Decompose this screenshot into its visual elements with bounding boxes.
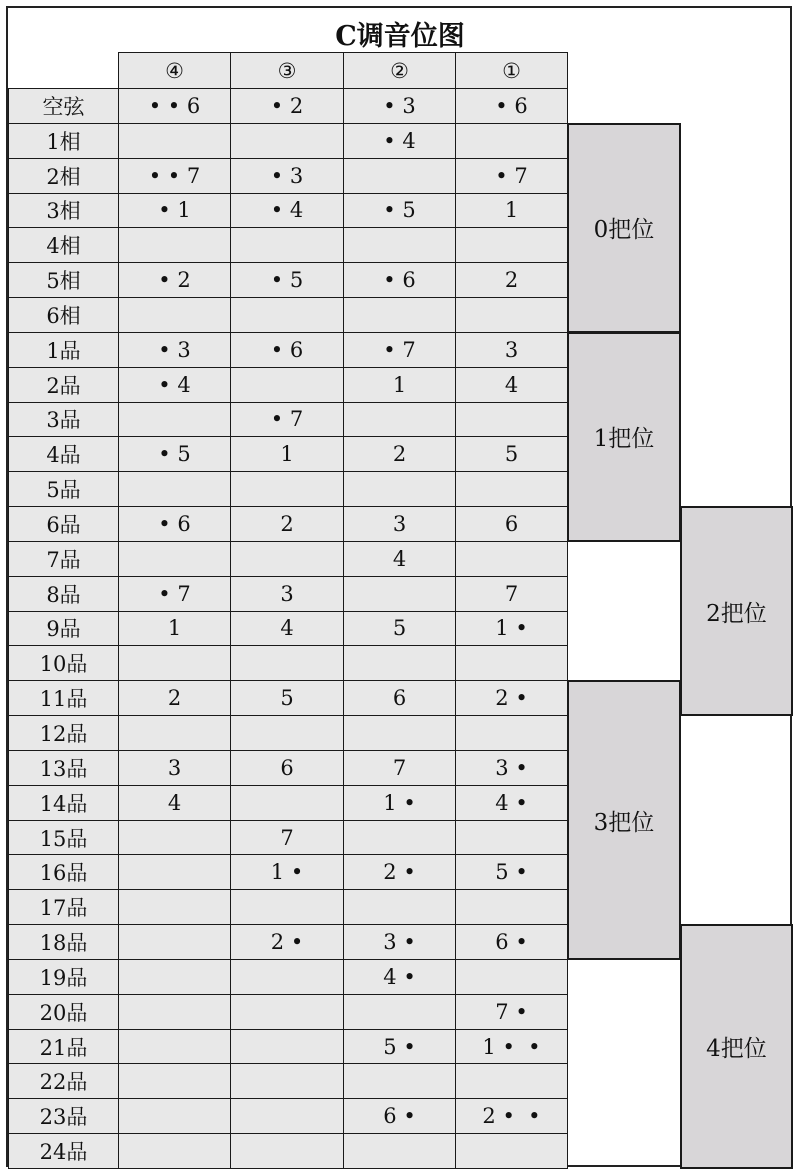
note-cell: 2 [455, 262, 568, 298]
note-cell: • 2 [118, 262, 231, 298]
note-cell [230, 889, 344, 925]
note-cell: 1 [230, 436, 344, 472]
note-cell [455, 471, 568, 507]
note-cell [455, 402, 568, 438]
string-header: ① [455, 52, 568, 89]
row-label: 16品 [8, 854, 119, 890]
note-cell [230, 297, 344, 333]
note-cell [343, 889, 456, 925]
note-cell [118, 1063, 231, 1099]
string-header: ② [343, 52, 456, 89]
note-cell [230, 645, 344, 681]
row-label: 3品 [8, 402, 119, 438]
row-label: 空弦 [8, 88, 119, 124]
note-cell [118, 1133, 231, 1169]
note-cell: 4 [230, 611, 344, 647]
note-cell: • 3 [230, 158, 344, 194]
note-cell: 7 • [455, 994, 568, 1030]
row-label: 15品 [8, 820, 119, 856]
row-label: 22品 [8, 1063, 119, 1099]
note-cell: 6 [230, 750, 344, 786]
note-cell [343, 297, 456, 333]
note-cell: 2 [343, 436, 456, 472]
row-label: 4品 [8, 436, 119, 472]
note-cell [118, 645, 231, 681]
note-cell [455, 123, 568, 159]
note-cell: 3 [343, 506, 456, 542]
note-cell: 3 • [455, 750, 568, 786]
note-cell [343, 1133, 456, 1169]
note-cell: • 7 [455, 158, 568, 194]
note-cell [343, 227, 456, 263]
note-cell [455, 541, 568, 577]
note-cell [343, 994, 456, 1030]
note-cell [118, 854, 231, 890]
note-cell: • 2 [230, 88, 344, 124]
note-cell [118, 541, 231, 577]
note-cell: 5 • [343, 1029, 456, 1065]
note-cell [230, 1133, 344, 1169]
note-cell: 1 [118, 611, 231, 647]
note-cell [455, 1063, 568, 1099]
row-label: 13品 [8, 750, 119, 786]
note-cell [455, 959, 568, 995]
row-label: 8品 [8, 576, 119, 612]
note-cell [230, 471, 344, 507]
note-cell: 5 [230, 680, 344, 716]
note-cell: 2 [230, 506, 344, 542]
row-label: 7品 [8, 541, 119, 577]
note-cell [118, 227, 231, 263]
note-cell: 5 [343, 611, 456, 647]
note-cell [118, 715, 231, 751]
row-label: 5品 [8, 471, 119, 507]
note-cell [230, 123, 344, 159]
note-cell: • 3 [118, 332, 231, 368]
note-cell: • 6 [455, 88, 568, 124]
note-cell: 2 • • [455, 1098, 568, 1134]
hand-position-block: 1把位 [567, 332, 681, 542]
note-cell [230, 959, 344, 995]
note-cell: 4 • [343, 959, 456, 995]
row-label: 18品 [8, 924, 119, 960]
note-cell [343, 576, 456, 612]
note-cell [455, 715, 568, 751]
note-cell: • 5 [118, 436, 231, 472]
note-cell [455, 1133, 568, 1169]
row-label: 19品 [8, 959, 119, 995]
note-cell: 2 [118, 680, 231, 716]
note-cell: • 1 [118, 193, 231, 229]
note-cell: 2 • [343, 854, 456, 890]
hand-position-block: 3把位 [567, 680, 681, 960]
note-cell [455, 297, 568, 333]
note-cell: 1 [343, 367, 456, 403]
note-cell: 4 [343, 541, 456, 577]
note-cell [455, 645, 568, 681]
note-cell: • 5 [343, 193, 456, 229]
note-cell: • 4 [230, 193, 344, 229]
note-cell: 6 • [343, 1098, 456, 1134]
note-cell [343, 471, 456, 507]
note-cell [455, 227, 568, 263]
note-cell: 1 [455, 193, 568, 229]
note-cell: 6 [455, 506, 568, 542]
note-cell: 4 [118, 785, 231, 821]
note-cell [343, 715, 456, 751]
note-cell [230, 994, 344, 1030]
note-cell [118, 924, 231, 960]
note-cell [230, 715, 344, 751]
note-cell [118, 471, 231, 507]
note-cell: • 7 [118, 576, 231, 612]
note-cell: 2 • [455, 680, 568, 716]
note-cell [343, 1063, 456, 1099]
note-cell: 1 • [230, 854, 344, 890]
note-cell: 7 [343, 750, 456, 786]
row-label: 2相 [8, 158, 119, 194]
note-cell [118, 123, 231, 159]
row-label: 3相 [8, 193, 119, 229]
note-cell [230, 1029, 344, 1065]
hand-position-block: 0把位 [567, 123, 681, 333]
note-cell [118, 959, 231, 995]
note-cell [118, 994, 231, 1030]
note-cell: • 6 [343, 262, 456, 298]
note-cell: 5 • [455, 854, 568, 890]
note-cell: 3 [230, 576, 344, 612]
note-cell: • 4 [343, 123, 456, 159]
row-label: 14品 [8, 785, 119, 821]
note-cell: 6 • [455, 924, 568, 960]
note-cell: • 5 [230, 262, 344, 298]
note-cell: • 7 [230, 402, 344, 438]
note-cell: 2 • [230, 924, 344, 960]
row-label: 6品 [8, 506, 119, 542]
note-cell [230, 227, 344, 263]
note-cell: 3 • [343, 924, 456, 960]
row-label: 17品 [8, 889, 119, 925]
note-cell [455, 889, 568, 925]
note-cell: • • 6 [118, 88, 231, 124]
row-label: 10品 [8, 645, 119, 681]
note-cell [230, 367, 344, 403]
note-cell: • • 7 [118, 158, 231, 194]
note-cell: 6 [343, 680, 456, 716]
note-cell [230, 785, 344, 821]
note-cell [230, 1063, 344, 1099]
note-cell [118, 1029, 231, 1065]
note-cell: 1 • [343, 785, 456, 821]
note-cell [230, 541, 344, 577]
row-label: 2品 [8, 367, 119, 403]
note-cell: • 4 [118, 367, 231, 403]
note-cell: 1 • [455, 611, 568, 647]
row-label: 4相 [8, 227, 119, 263]
note-cell [118, 297, 231, 333]
note-cell: 4 • [455, 785, 568, 821]
note-cell: 3 [455, 332, 568, 368]
row-label: 21品 [8, 1029, 119, 1065]
row-label: 5相 [8, 262, 119, 298]
row-label: 12品 [8, 715, 119, 751]
note-cell: • 3 [343, 88, 456, 124]
note-cell: • 6 [118, 506, 231, 542]
note-cell: 1 • • [455, 1029, 568, 1065]
note-cell: • 6 [230, 332, 344, 368]
note-cell: 7 [230, 820, 344, 856]
note-cell: 7 [455, 576, 568, 612]
row-label: 11品 [8, 680, 119, 716]
note-cell [118, 820, 231, 856]
page-title: C调音位图 [335, 21, 465, 52]
note-cell [118, 889, 231, 925]
row-label: 24品 [8, 1133, 119, 1169]
row-label: 1品 [8, 332, 119, 368]
row-label: 20品 [8, 994, 119, 1030]
note-cell: • 7 [343, 332, 456, 368]
hand-position-block: 2把位 [680, 506, 793, 716]
note-cell [230, 1098, 344, 1134]
note-cell [343, 158, 456, 194]
string-header: ④ [118, 52, 231, 89]
row-label: 23品 [8, 1098, 119, 1134]
note-cell [343, 645, 456, 681]
row-label: 6相 [8, 297, 119, 333]
note-cell [118, 1098, 231, 1134]
note-cell [343, 402, 456, 438]
hand-position-block: 4把位 [680, 924, 793, 1169]
note-cell: 3 [118, 750, 231, 786]
note-cell: 5 [455, 436, 568, 472]
row-label: 1相 [8, 123, 119, 159]
string-header: ③ [230, 52, 344, 89]
note-cell [118, 402, 231, 438]
note-cell [343, 820, 456, 856]
row-label: 9品 [8, 611, 119, 647]
note-cell [455, 820, 568, 856]
note-cell: 4 [455, 367, 568, 403]
